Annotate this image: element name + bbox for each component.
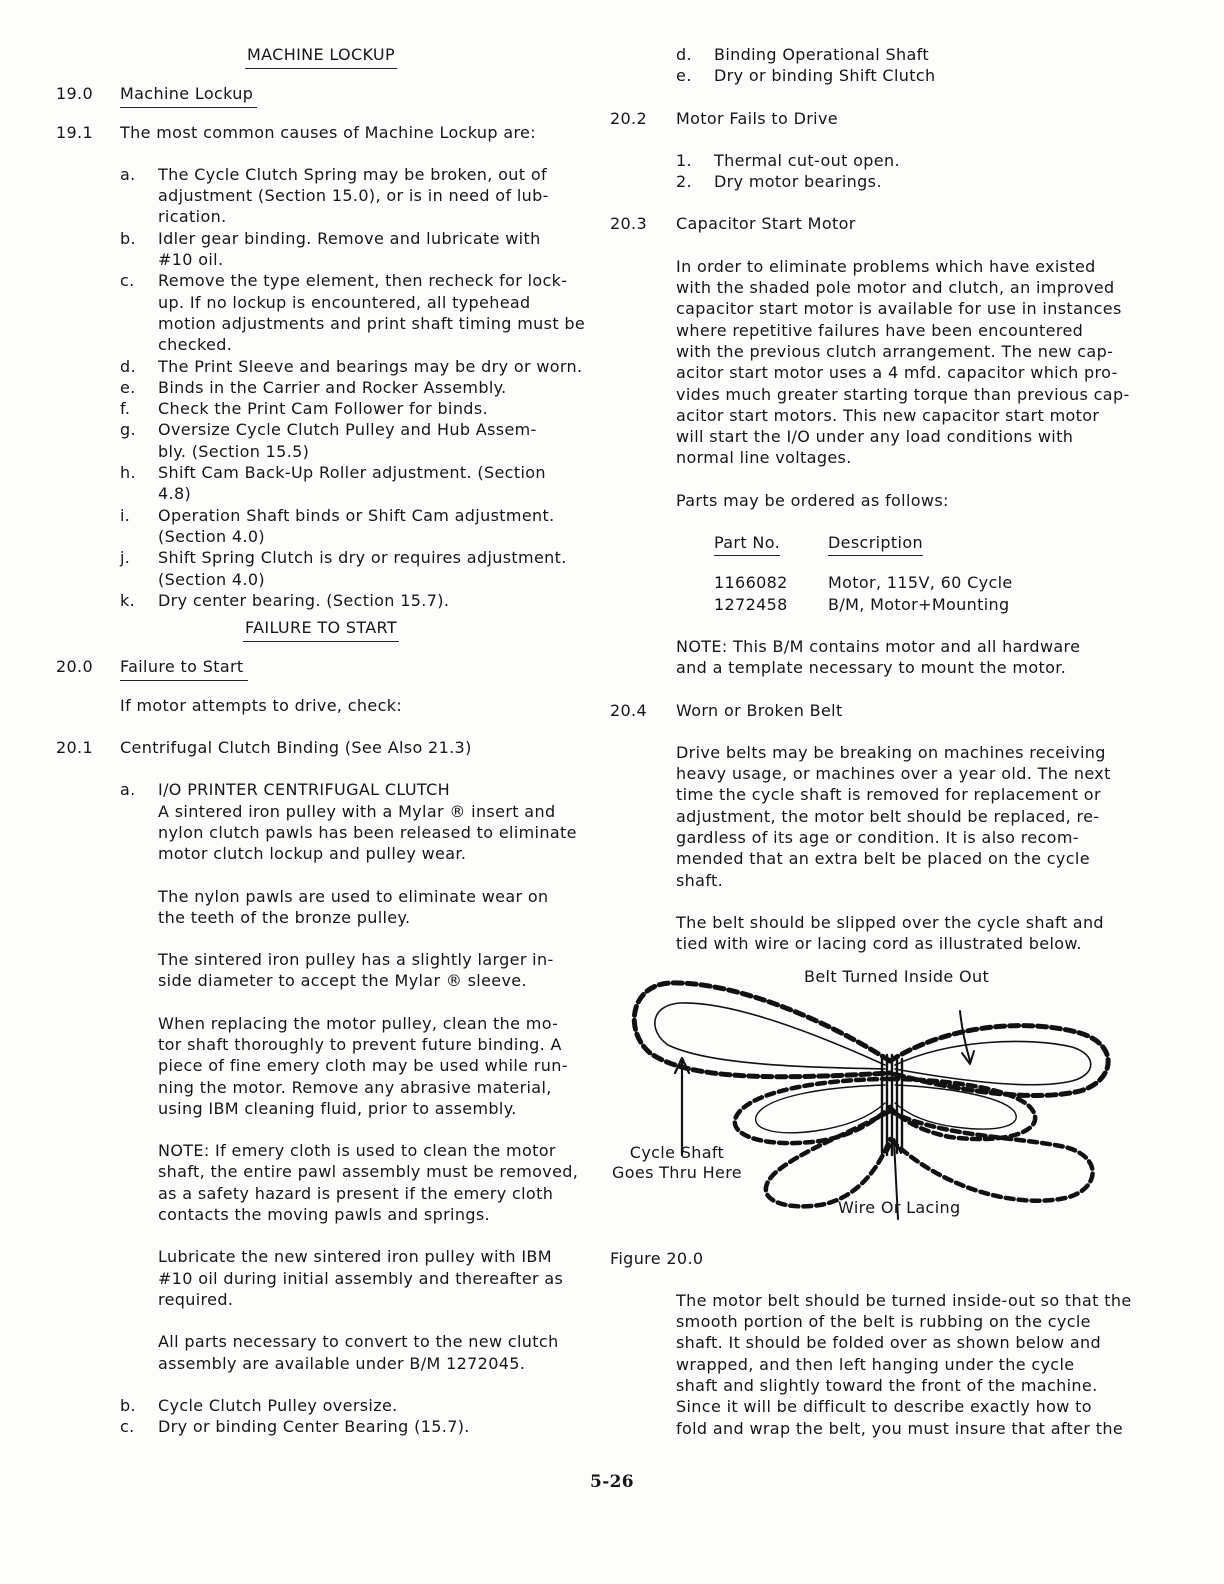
- section-header-failure-to-start: FAILURE TO START: [56, 617, 586, 642]
- list-item: 2. Dry motor bearings.: [676, 172, 882, 192]
- table-header-row: Part No. Description: [714, 532, 1150, 556]
- list-item: j. Shift Spring Clutch is dry or requires adjustment. (Section 4.0): [120, 548, 567, 589]
- list-item: b. Cycle Clutch Pulley oversize.: [120, 1395, 398, 1415]
- paragraph-capacitor: In order to eliminate problems which have existed with the shaded pole motor and clutch, an improved capacitor start motor is available for use in instances where repetitive failures have been encountered with the previous clutch arrangement. The new cap- acitor start motor uses a 4 mfd. capacitor which pro- vides much greater starting torque than previous cap- acitor start motors. This new capacitor start motor will start the I/O under any load conditions with normal line voltages.: [676, 256, 1130, 468]
- list-item: b. Idler gear binding. Remove and lubricate with #10 oil.: [120, 228, 541, 270]
- list-item: 1. Thermal cut-out open.: [676, 150, 900, 170]
- figure-caption: Figure 20.0: [610, 1248, 704, 1268]
- paragraph-replacing: When replacing the motor pulley, clean the mo- tor shaft thoroughly to prevent future binding. A piece of fine emery cloth may be used while run- ning the motor. Remove any abrasive material, using IBM cleaning fluid, prior to assembly.: [158, 1013, 568, 1118]
- items-de: [676, 44, 1150, 87]
- paragraph-inside-out: The motor belt should be turned inside-out so that the smooth portion of the belt is rubbing on the cycle shaft. It should be folded over as shown below and wrapped, and then left hanging under the cycle shaft and slightly toward the front of the machine. Since it will be difficult to describe exactly how to fold and wrap the belt, you must insure that after the: [676, 1290, 1132, 1438]
- parts-table: [714, 532, 1150, 615]
- section-20-3: 20.3 Capacitor Start Motor: [610, 214, 856, 234]
- list-item: e. Dry or binding Shift Clutch: [676, 66, 936, 86]
- parts-note: NOTE: This B/M contains motor and all hardware and a template necessary to mount the motor.: [676, 636, 1081, 678]
- list-item: d. Binding Operational Shaft: [676, 45, 929, 64]
- list-item: c. Remove the type element, then recheck for lock- up. If no lockup is encountered, all typehead motion adjustments and print shaft timing must be checked.: [120, 271, 586, 355]
- list-item: i. Operation Shaft binds or Shift Cam adjustment. (Section 4.0): [120, 505, 555, 546]
- section-19-0-heading: 19.0 Machine Lockup: [56, 83, 586, 107]
- section-20-2: 20.2 Motor Fails to Drive: [610, 108, 838, 128]
- paragraph-slipped: The belt should be slipped over the cycle shaft and tied with wire or lacing cord as illustrated below.: [676, 912, 1104, 954]
- paragraph-pawls: The nylon pawls are used to eliminate wear on the teeth of the bronze pulley.: [158, 886, 549, 927]
- section-20-1: 20.1 Centrifugal Clutch Binding (See Also 21.3): [56, 738, 472, 758]
- list-item: k. Dry center bearing. (Section 15.7).: [120, 590, 450, 610]
- clutch-list-bc: [120, 1395, 586, 1438]
- paragraph-note: NOTE: If emery cloth is used to clean the motor shaft, the entire pawl assembly must be removed, as a safety hazard is present if the emery cloth contacts the moving pawls and springs.: [158, 1141, 579, 1225]
- list-item: f. Check the Print Cam Follower for binds.: [120, 399, 488, 419]
- paragraph-parts: All parts necessary to convert to the new clutch assembly are available under B/M 1272045.: [158, 1332, 559, 1373]
- list-item: a. The Cycle Clutch Spring may be broken, out of adjustment (Section 15.0), or is in need of lub- rication.: [120, 164, 549, 227]
- section-19-1: 19.1 The most common causes of Machine Lockup are:: [56, 122, 536, 142]
- paragraph-belts: Drive belts may be breaking on machines receiving heavy usage, or machines over a year old. The next time the cycle shaft is removed for replacement or adjustment, the motor belt should be replaced, re- gardless of its age or condition. It is also recom- mended that an extra belt be placed on the cycle shaft.: [676, 742, 1111, 890]
- list-item: c. Dry or binding Center Bearing (15.7).: [120, 1417, 470, 1437]
- lockup-causes-list: [120, 164, 586, 611]
- left-column: [56, 44, 586, 1437]
- list-item: h. Shift Cam Back-Up Roller adjustment. (Section 4.8): [120, 463, 546, 504]
- motor-items: [676, 150, 1150, 193]
- clutch-list: [120, 779, 586, 864]
- section-header-machine-lockup: MACHINE LOCKUP: [56, 44, 586, 69]
- section-20-4: 20.4 Worn or Broken Belt: [610, 700, 843, 720]
- list-item: a. I/O PRINTER CENTRIFUGAL CLUTCH A sintered iron pulley with a Mylar ® insert and nylon clutch pawls has been released to eliminate motor clutch lockup and pulley wear.: [120, 780, 577, 864]
- list-item: e. Binds in the Carrier and Rocker Assembly.: [120, 377, 507, 397]
- motor-check-text: If motor attempts to drive, check:: [120, 695, 403, 715]
- paragraph-lubricate: Lubricate the new sintered iron pulley with IBM #10 oil during initial assembly and thereafter as required.: [158, 1247, 564, 1309]
- callout-shaft: Cycle Shaft Goes Thru Here: [611, 1142, 743, 1182]
- table-row: 1272458 B/M, Motor+Mounting: [714, 594, 1010, 614]
- parts-intro: Parts may be ordered as follows:: [676, 490, 949, 510]
- right-column: [610, 44, 1150, 1439]
- paragraph-sintered: The sintered iron pulley has a slightly larger in- side diameter to accept the Mylar ® sleeve.: [158, 950, 554, 991]
- section-20-0-heading: 20.0 Failure to Start: [56, 656, 586, 680]
- belt-figure: [610, 961, 1130, 1246]
- callout-belt: Belt Turned Inside Out: [804, 966, 990, 986]
- page-number: 5-26: [590, 1472, 634, 1492]
- list-item: g. Oversize Cycle Clutch Pulley and Hub Assem- bly. (Section 15.5): [120, 420, 537, 461]
- list-item: d. The Print Sleeve and bearings may be dry or worn.: [120, 356, 583, 376]
- table-row: 1166082 Motor, 115V, 60 Cycle: [714, 573, 1013, 593]
- callout-wire: Wire Or Lacing: [838, 1197, 961, 1217]
